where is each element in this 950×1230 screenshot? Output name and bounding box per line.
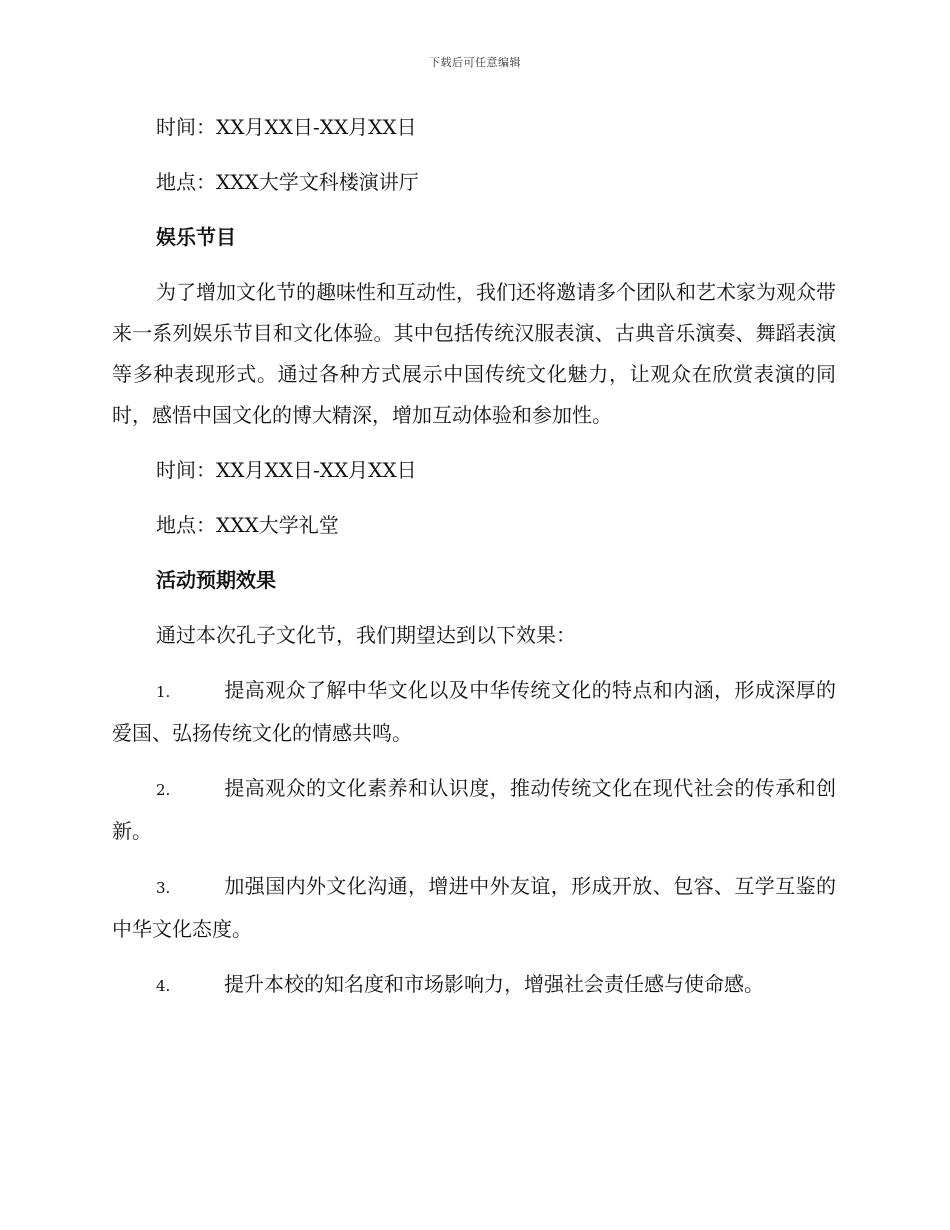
list-number: 1.	[156, 683, 171, 701]
list-number: 3.	[156, 879, 171, 897]
list-text: 提高观众的文化素养和认识度，推动传统文化在现代社会的传承和创新。	[112, 776, 836, 843]
entertainment-time: 时间：XX月XX日-XX月XX日	[156, 458, 417, 482]
lecture-place: 地点：XXX大学文科楼演讲厅	[156, 170, 419, 194]
list-text: 加强国内外文化沟通，增进中外友谊，形成开放、包容、互学互鉴的中华文化态度。	[112, 874, 836, 941]
list-item	[112, 964, 836, 1007]
list-item	[112, 866, 836, 950]
page-header: 下载后可任意编辑	[429, 56, 521, 69]
list-item	[112, 670, 836, 754]
lecture-time: 时间：XX月XX日-XX月XX日	[156, 115, 417, 139]
entertainment-body: 为了增加文化节的趣味性和互动性，我们还将邀请多个团队和艺术家为观众带来一系列娱乐节目和文化体验。其中包括传统汉服表演、古典音乐演奏、舞蹈表演等多种表现形式。通过各种方式展示中国传统文化魅力，让观众在欣赏表演的同时，感悟中国文化的博大精深，增加互动体验和参加性。	[112, 280, 836, 427]
entertainment-place: 地点：XXX大学礼堂	[156, 513, 339, 537]
list-number: 2.	[156, 781, 171, 799]
entertainment-heading: 娱乐节目	[156, 225, 236, 249]
effects-heading: 活动预期效果	[156, 568, 276, 592]
list-text: 提升本校的知名度和市场影响力，增强社会责任感与使命感。	[224, 972, 764, 996]
list-text: 提高观众了解中华文化以及中华传统文化的特点和内涵，形成深厚的爱国、弘扬传统文化的情感共鸣。	[112, 678, 836, 745]
list-number: 4.	[156, 977, 171, 995]
document-body	[112, 107, 836, 1021]
list-item	[112, 768, 836, 852]
effects-intro: 通过本次孔子文化节，我们期望达到以下效果：	[156, 623, 576, 647]
